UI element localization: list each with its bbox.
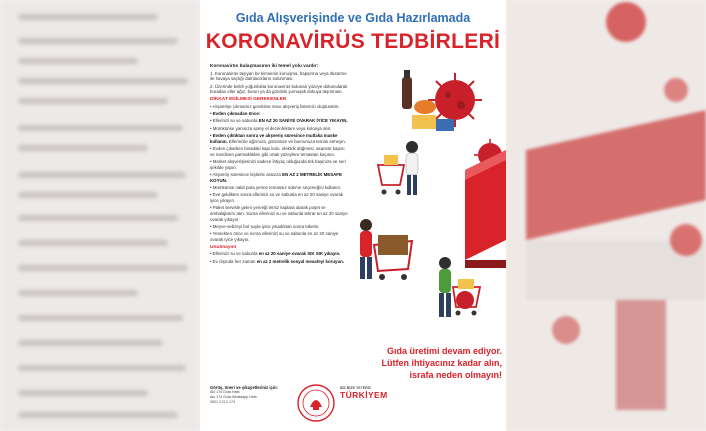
shopping-illustration — [340, 55, 506, 345]
shopper-icon — [360, 219, 412, 280]
contact-line: 0501 174 0 174 — [210, 400, 235, 404]
rule-item: • Paket servisle gelen yemeği temiz kaplara alarak poşet ve ambalajlarını atın. Sonra ellerinizi su ve sabunla tekrar en az 20 saniye ovarak yıkayın. — [210, 205, 348, 222]
blurred-background-left — [0, 0, 200, 431]
contact-line: Alo 174 Gıda Whatsapp Hattı — [210, 395, 257, 399]
remember-item: • Ellerinizi su ve sabunla en az 20 saniye ovarak SIK SIK yıkayın. — [210, 251, 341, 257]
rule-item: • Yemekten önce ve sonra ellerinizi su ve sabunla en az 20 saniye ovarak iyice yıkayın. — [210, 231, 339, 242]
rule-item: • Market alışverişlerinizi sadece ihtiyaç olduğunda tek başınıza ve seri şekilde yapın. — [210, 159, 346, 170]
remember-heading: Unutmayın! — [210, 244, 237, 250]
rule-item: • Meyve-sebzeyi bol suyla iyice yıkadıktan sonra tüketin. — [210, 224, 320, 229]
shelf-icon — [465, 150, 506, 268]
ministry-logo — [296, 383, 336, 423]
poster-subtitle: Gıda Alışverişinde ve Gıda Hazırlamada — [235, 11, 471, 25]
rule-item: • Mümkünse nakit para yerine temassız ödeme seçeneğini kullanın. — [210, 185, 342, 190]
rule-item: • Alışveriş süresince kişilerle aranıza EN AZ 2 METRELİK MESAFE KOYUN. — [210, 172, 342, 183]
poster-title: KORONAVİRÜS TEDBİRLERİ — [205, 30, 501, 53]
rule-item: • Eve geldikten sonra ellerinizi su ve sabunla en az 20 saniye ovarak iyice yıkayın. — [210, 192, 344, 203]
rules-heading: DİKKAT EDİLMESİ GEREKENLER — [210, 97, 287, 103]
virus-icon — [428, 73, 482, 127]
intro-heading: Koronavirüs bulaşmasının iki temel yolu vardır: — [210, 64, 319, 69]
intro-item: 1. Koronavirüs taşıyan bir kimsenin konuşma, hapşırma veya öksürme ile havaya saçtığı damlacıkların solunması. — [210, 70, 347, 82]
poster-body — [210, 62, 350, 266]
shopper-icon — [378, 141, 418, 195]
contact-info — [210, 385, 300, 405]
brand-tagline: BİZ BİZE YETERİZ — [340, 386, 372, 390]
rule-item: • Evden çıkmadan önce: — [210, 111, 261, 117]
blurred-background-right — [506, 0, 706, 431]
rule-item: • Mümkünse yanınıza sprey el dezenfektanı veya kolonya alın. — [210, 125, 332, 131]
contact-line: Alo 174 Gıda Hattı — [210, 390, 240, 394]
intro-item: 2. Üzerinde belirli yoğunlukta koronavirüs bulunan yüzeye dokunularak buradan eller ağız, burun ya da gözdeki yumuşak dokuya taşınması. — [210, 83, 348, 95]
remember-item: • Ev dışında her zaman en az 2 metrelik sosyal mesafeyi koruyun. — [210, 258, 345, 264]
slogan: Gıda üretimi devam ediyor. Lütfen ihtiyacınız kadar alın, israfa neden olmayın! — [381, 346, 502, 380]
contact-heading: Görüş, öneri ve şikayetleriniz için: — [210, 385, 278, 390]
rule-item: • Evden çıkarken binadaki kapı kolu, elektrik düğmesi, asansör kapısı ve merdiven parmaklıkları gibi ortak yüzeylere temastan kaçının. — [210, 146, 345, 157]
rule-item: • Evden çıktıktan sonra ve alışveriş süresince mutlaka maske kullanın. Ellerinizle ağzınıza, gözünüze ve burnunuza temas etmeyin. — [210, 133, 346, 144]
poster — [200, 0, 506, 431]
rule-item: • Ellerinizi su ve sabunla EN AZ 20 SANİYE OVARAK İYİCE YIKAYIN. — [210, 118, 348, 124]
blurred-illustration — [506, 0, 706, 431]
brand-name: TÜRKİYEM — [340, 390, 388, 400]
brand-logo — [340, 386, 388, 400]
rule-item: • Alışverişe çıkmamız gerekirse önce alışveriş listemizi oluşturalım. — [210, 103, 340, 109]
